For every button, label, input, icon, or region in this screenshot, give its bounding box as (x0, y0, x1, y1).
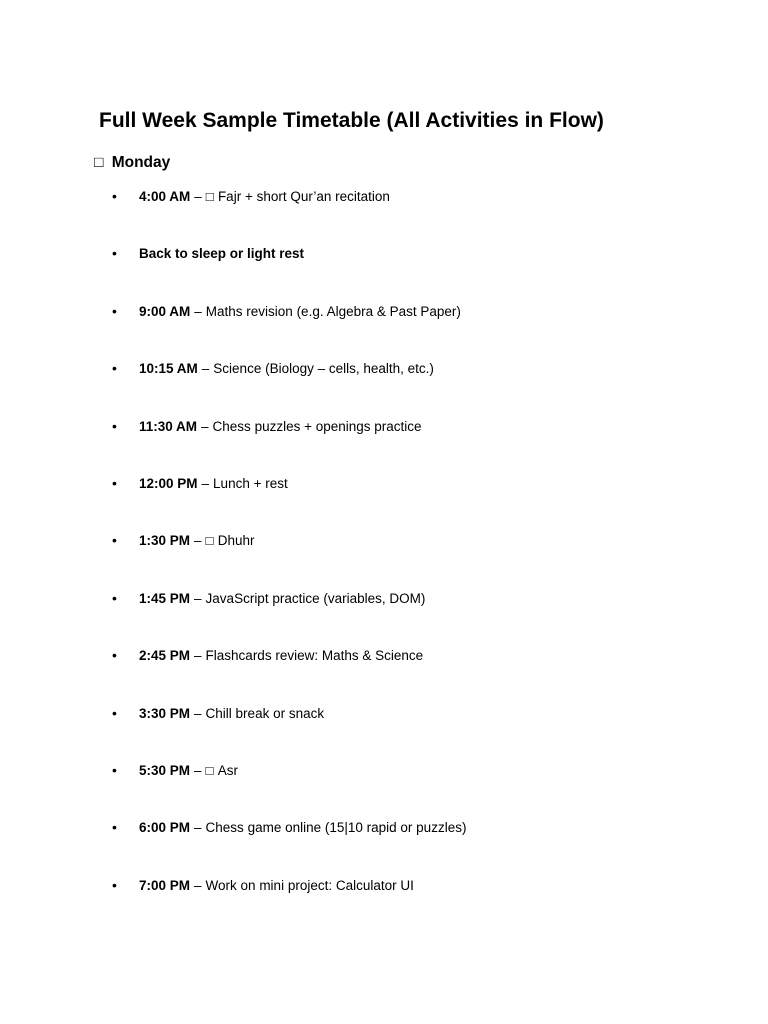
prayer-icon: □ (205, 189, 214, 204)
dash-separator: – (194, 763, 202, 778)
dash-separator: – (201, 419, 209, 434)
schedule-activity: Maths revision (e.g. Algebra & Past Paper) (205, 304, 461, 319)
schedule-time: 7:00 PM (139, 878, 191, 893)
schedule-time: 1:30 PM (139, 533, 191, 548)
schedule-activity: Dhuhr (217, 533, 255, 548)
schedule-time: 11:30 AM (139, 419, 198, 434)
bullet-icon: • (112, 303, 117, 319)
dash-separator: – (201, 361, 210, 376)
dash-separator: – (194, 591, 202, 606)
schedule-item (112, 415, 422, 437)
schedule-item (112, 816, 466, 838)
bullet-icon: • (112, 590, 117, 606)
schedule-activity: Chill break or snack (205, 706, 325, 721)
schedule-time: 4:00 AM (139, 189, 191, 204)
schedule-item (112, 759, 238, 781)
schedule-activity: Fajr + short Qur’an recitation (217, 189, 390, 204)
schedule-activity: Chess game online (15|10 rapid or puzzles) (205, 820, 467, 835)
schedule-time: 3:30 PM (139, 706, 191, 721)
schedule-time: 10:15 AM (139, 361, 198, 376)
dash-separator: – (194, 304, 202, 319)
dash-separator: – (194, 533, 202, 548)
dash-separator: – (194, 820, 202, 835)
day-heading-label: Monday (111, 154, 171, 171)
schedule-item (112, 300, 461, 322)
schedule-time: 1:45 PM (139, 591, 191, 606)
schedule-item (112, 472, 288, 494)
schedule-activity: Science (Biology – cells, health, etc.) (213, 361, 434, 376)
schedule-item (112, 242, 304, 264)
schedule-item (112, 185, 390, 207)
bullet-icon: • (112, 360, 117, 376)
schedule-item (112, 874, 414, 896)
dash-separator: – (194, 648, 202, 663)
bullet-icon: • (112, 475, 117, 491)
bullet-icon: • (112, 188, 117, 204)
bullet-icon: • (112, 705, 117, 721)
day-heading-monday (94, 152, 170, 174)
bullet-icon: • (112, 762, 117, 778)
schedule-item (112, 529, 254, 551)
schedule-item (112, 644, 423, 666)
dash-separator: – (201, 476, 210, 491)
dash-separator: – (194, 706, 202, 721)
schedule-time: 12:00 PM (139, 476, 198, 491)
prayer-icon: □ (205, 763, 214, 778)
bullet-icon: • (112, 819, 117, 835)
bullet-icon: • (112, 877, 117, 893)
schedule-item (112, 587, 425, 609)
schedule-item (112, 357, 434, 379)
bullet-icon: • (112, 647, 117, 663)
schedule-time: 9:00 AM (139, 304, 191, 319)
schedule-activity: Asr (217, 763, 238, 778)
schedule-time: 2:45 PM (139, 648, 191, 663)
schedule-activity: Work on mini project: Calculator UI (205, 878, 414, 893)
bullet-icon: • (112, 245, 117, 261)
day-heading-icon: □ (94, 154, 104, 171)
schedule-time: Back to sleep or light rest (139, 246, 305, 261)
bullet-icon: • (112, 418, 117, 434)
prayer-icon: □ (205, 533, 214, 548)
schedule-activity: Lunch + rest (213, 476, 288, 491)
bullet-icon: • (112, 532, 117, 548)
schedule-time: 5:30 PM (139, 763, 191, 778)
schedule-time: 6:00 PM (139, 820, 191, 835)
schedule-activity: Flashcards review: Maths & Science (205, 648, 424, 663)
schedule-activity: JavaScript practice (variables, DOM) (205, 591, 426, 606)
dash-separator: – (194, 189, 202, 204)
schedule-item (112, 702, 324, 724)
schedule-activity: Chess puzzles + openings practice (212, 419, 422, 434)
dash-separator: – (194, 878, 202, 893)
page-title: Full Week Sample Timetable (All Activities in Flow) (99, 109, 604, 132)
